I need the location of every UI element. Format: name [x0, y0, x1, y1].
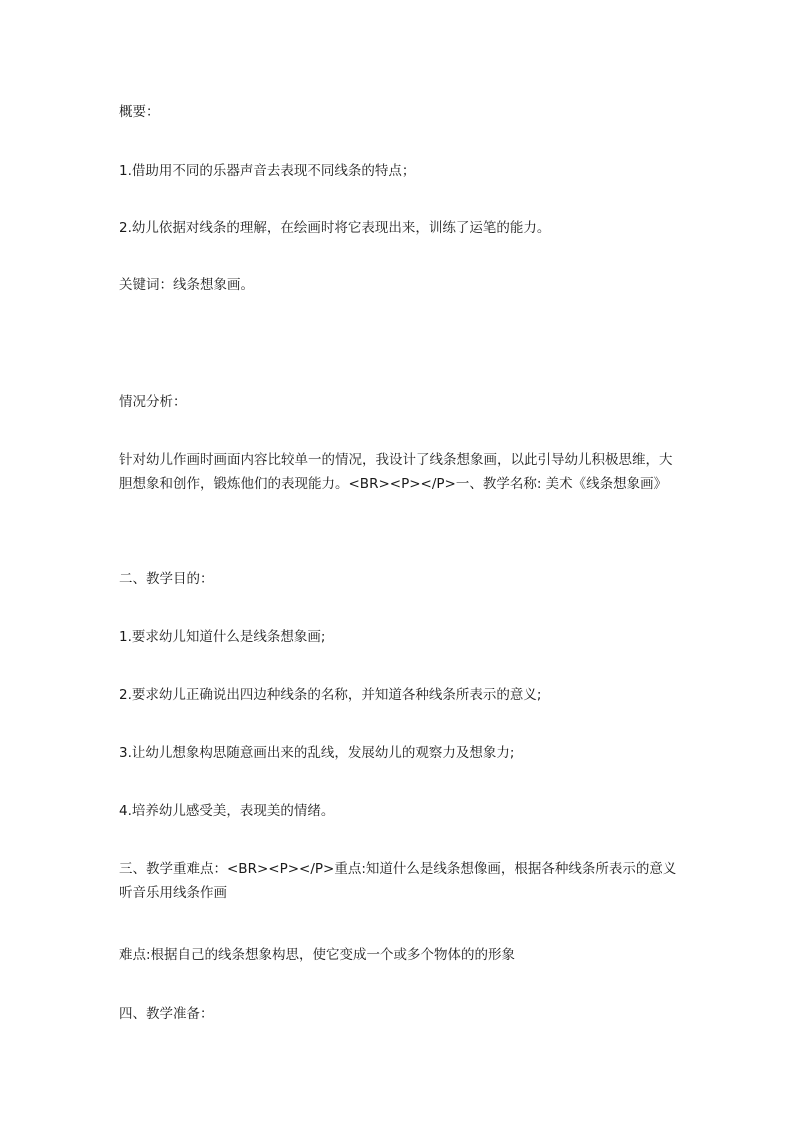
analysis-heading: 情况分析：: [119, 394, 187, 410]
keywords: 关键词：线条想象画。: [119, 277, 254, 293]
objective-item-3: 3.让幼儿想象构思随意画出来的乱线，发展幼儿的观察力及想象力;: [119, 745, 515, 761]
summary-item-1: 1.借助用不同的乐器声音去表现不同线条的特点；: [119, 163, 416, 179]
objective-item-2: 2.要求幼儿正确说出四边种线条的名称，并知道各种线条所表示的意义;: [119, 687, 542, 703]
preparation-heading: 四、教学准备：: [119, 1006, 214, 1022]
difficulty-paragraph: 难点:根据自己的线条想象构思，使它变成一个或多个物体的的形象: [119, 947, 516, 963]
summary-heading: 概要：: [119, 104, 160, 120]
analysis-paragraph: 针对幼儿作画时画面内容比较单一的情况，我设计了线条想象画，以此引导幼儿积极思维，大胆想象和创作，锻炼他们的表现能力。<BR><P></P>一、教学名称: 美术《线条想象画》: [119, 452, 673, 492]
summary-item-2: 2.幼儿依据对线条的理解，在绘画时将它表现出来，训练了运笔的能力。: [119, 220, 551, 236]
objectives-heading: 二、教学目的：: [119, 571, 214, 587]
key-difficulties-paragraph: 三、教学重难点：<BR><P></P>重点:知道什么是线条想像画，根据各种线条所表示的意义听音乐用线条作画: [119, 861, 677, 901]
objective-item-1: 1.要求幼儿知道什么是线条想象画;: [119, 629, 326, 645]
objective-item-4: 4.培养幼儿感受美，表现美的情绪。: [119, 803, 335, 819]
